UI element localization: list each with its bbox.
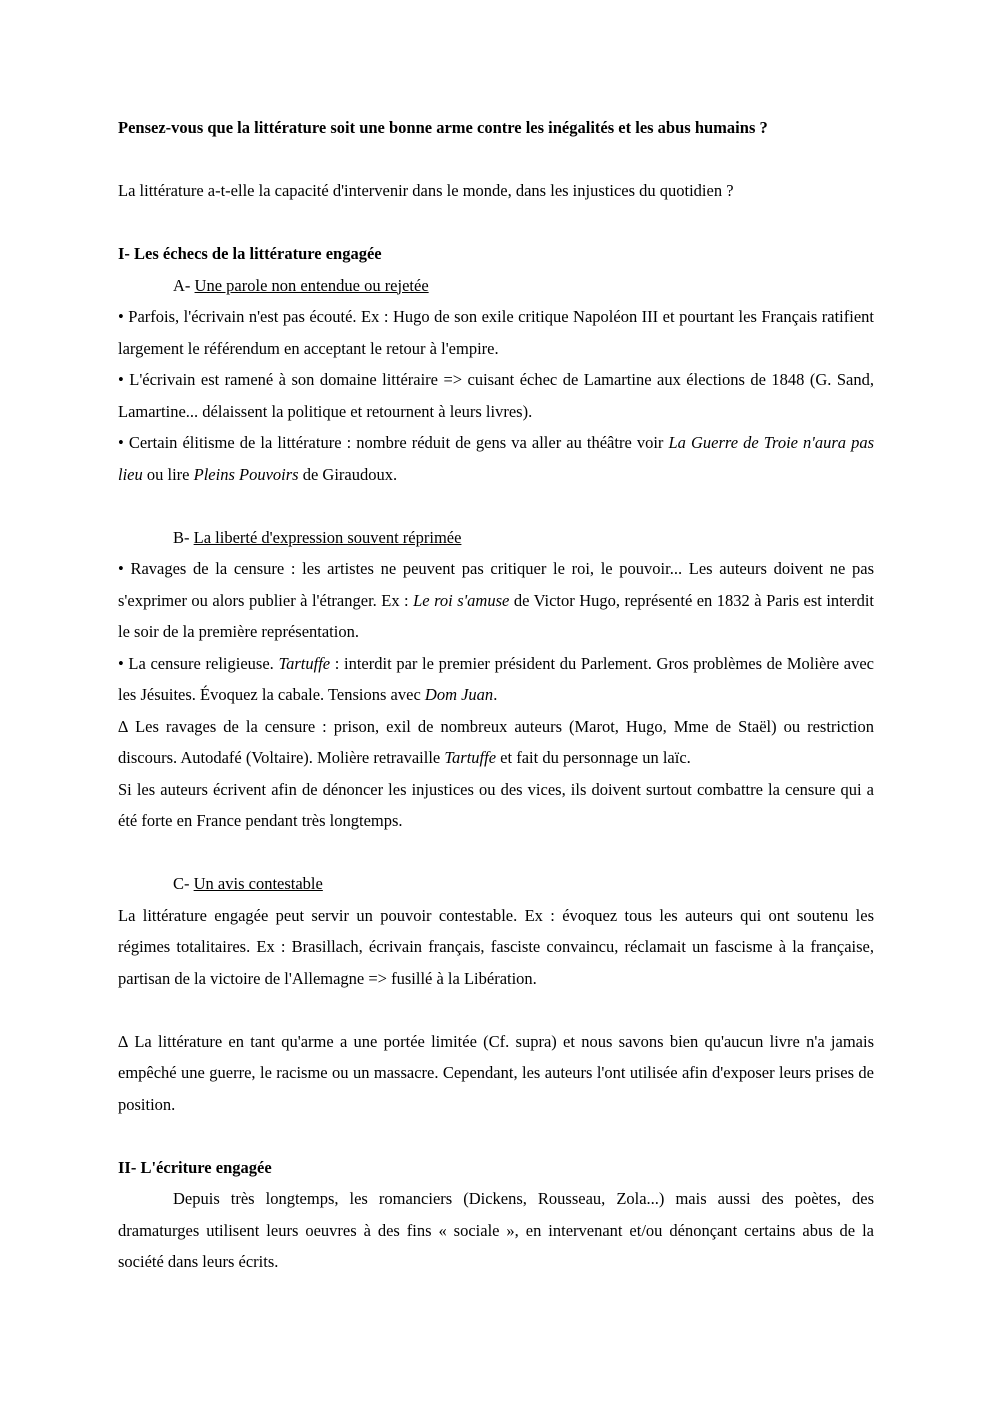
- problematic-question: La littérature a-t-elle la capacité d'intervenir dans le monde, dans les injustices du quotidien ?: [118, 181, 734, 200]
- part2-heading: II- L'écriture engagée: [118, 1157, 272, 1177]
- part1-heading: I- Les échecs de la littérature engagée: [118, 244, 382, 263]
- subsection-b-title: La liberté d'expression souvent réprimée: [193, 527, 462, 547]
- text-run: • La censure religieuse.: [118, 653, 279, 673]
- text-run: .: [493, 685, 498, 704]
- work-title: Pleins Pouvoirs: [193, 464, 299, 484]
- work-title: Tartuffe: [278, 653, 331, 673]
- subsection-b-paragraph-4: Si les auteurs écrivent afin de dénoncer les injustices ou des vices, ils doivent surtout combattre la censure qui a été forte en France pendant très longtemps.: [118, 779, 874, 830]
- subsection-a-paragraph-3: [118, 427, 874, 490]
- spacer: [118, 837, 874, 869]
- subsection-b-paragraph-1: [118, 553, 874, 648]
- subsection-a-heading: [118, 270, 874, 302]
- subsection-c-prefix: C-: [173, 874, 194, 893]
- subsection-c-title: Un avis contestable: [193, 874, 323, 893]
- spacer: [118, 994, 874, 1026]
- document-page: [118, 112, 874, 1278]
- subsection-b-paragraph-3: [118, 711, 874, 774]
- spacer: [118, 490, 874, 522]
- subsection-a-paragraph-2: • L'écrivain est ramené à son domaine littéraire => cuisant échec de Lamartine aux élections de 1848 (G. Sand, Lamartine... délaissent la politique et retournent à leurs livres).: [118, 370, 874, 421]
- spacer: [118, 1120, 874, 1152]
- text-run: de Giraudoux.: [298, 464, 398, 484]
- subsection-c-heading: [118, 868, 874, 900]
- part1-conclusion: ∆ La littérature en tant qu'arme a une portée limitée (Cf. supra) et nous savons bien qu'aucun livre n'a jamais empêché une guerre, le racisme ou un massacre. Cependant, les auteurs l'ont utilisée afin d'exposer leurs prises de position.: [118, 1031, 874, 1114]
- text-run: de Victor Hugo, représenté en 1832 à Paris est interdit le soir de la première représentation.: [118, 590, 874, 641]
- subsection-a-prefix: A-: [173, 275, 195, 295]
- subsection-a-title: Une parole non entendue ou rejetée: [194, 275, 429, 295]
- text-run: : interdit par le premier président du Parlement. Gros problèmes de Molière avec les Jésuites. Évoquez la cabale. Tensions avec: [118, 653, 874, 704]
- text-run: et fait du personnage un laïc.: [496, 748, 691, 767]
- text-run: • Certain élitisme de la littérature : nombre réduit de gens va aller au théâtre voir: [118, 433, 669, 452]
- text-run: ou lire: [142, 464, 194, 484]
- subsection-b-heading: [118, 522, 874, 554]
- work-title: Le roi s'amuse: [413, 590, 510, 610]
- work-title: Dom Juan: [424, 685, 494, 704]
- text-run: • Ravages de la censure : les artistes ne peuvent pas critiquer le roi, le pouvoir... Les auteurs doivent ne pas s'exprimer ou alors publier à l'étranger. Ex :: [118, 559, 874, 610]
- subsection-b-paragraph-2: [118, 648, 874, 711]
- spacer: [118, 207, 874, 239]
- subsection-b-prefix: B-: [173, 527, 194, 547]
- subsection-c-paragraph-1: La littérature engagée peut servir un pouvoir contestable. Ex : évoquez tous les auteurs qui ont soutenu les régimes totalitaires. Ex : Brasillach, écrivain français, fasciste convaincu, réclamait un fascisme à la française, partisan de la victoire de l'Allemagne => fusillé à la Libération.: [118, 905, 874, 988]
- work-title: Tartuffe: [444, 748, 497, 767]
- work-title: La Guerre de Troie n'aura pas lieu: [118, 433, 874, 484]
- document-title: Pensez-vous que la littérature soit une bonne arme contre les inégalités et les abus humains ?: [118, 118, 768, 137]
- spacer: [118, 144, 874, 176]
- text-run: ∆ Les ravages de la censure : prison, exil de nombreux auteurs (Marot, Hugo, Mme de Staël) ou restriction discours. Autodafé (Voltaire). Molière retravaille: [118, 716, 874, 767]
- subsection-a-paragraph-1: • Parfois, l'écrivain n'est pas écouté. Ex : Hugo de son exile critique Napoléon III et pourtant les Français ratifient largement le référendum en acceptant le retour à l'empire.: [118, 307, 874, 358]
- part2-paragraph-1: Depuis très longtemps, les romanciers (Dickens, Rousseau, Zola...) mais aussi des poètes, des dramaturges utilisent leurs oeuvres à des fins « sociale », en intervenant et/ou dénonçant certains abus de la société dans leurs écrits.: [118, 1189, 874, 1271]
